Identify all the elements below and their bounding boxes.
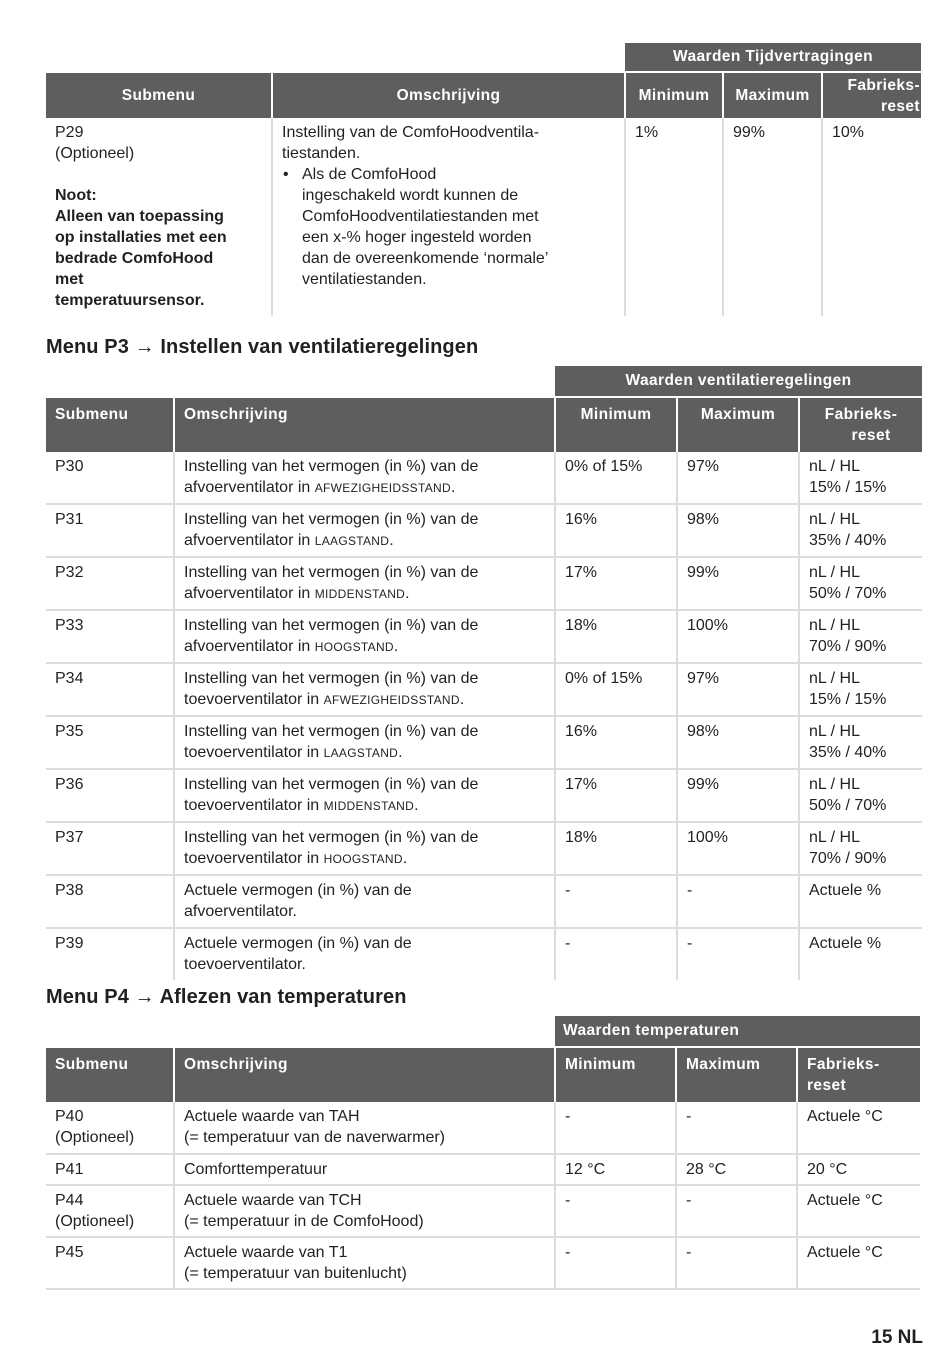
table-row — [46, 1154, 920, 1185]
minimum-cell: - — [555, 1185, 676, 1237]
submenu-cell: P44 (Optioneel) — [46, 1185, 174, 1237]
submenu-cell: P37 — [46, 822, 174, 875]
description-cell: Instelling van het vermogen (in %) van de toevoerventilator in HOOGSTAND. — [174, 822, 555, 875]
description-cell: Instelling van het vermogen (in %) van de afvoerventilator in LAAGSTAND. — [174, 504, 555, 557]
table-row — [46, 1185, 920, 1237]
ventilatieregelingen-table — [46, 366, 922, 980]
submenu-cell: P41 — [46, 1154, 174, 1185]
fabrieksreset-cell: Actuele °C — [797, 1102, 920, 1154]
minimum-cell: 17% — [555, 769, 677, 822]
group-header: Waarden ventilatieregelingen — [555, 366, 922, 397]
maximum-cell: - — [677, 875, 799, 928]
col-header-submenu: Submenu — [46, 1047, 174, 1102]
maximum-cell: 99% — [677, 769, 799, 822]
description-cell: Actuele vermogen (in %) van de toevoerventilator. — [174, 928, 555, 980]
maximum-cell: 100% — [677, 822, 799, 875]
description-cell: Comforttemperatuur — [174, 1154, 555, 1185]
maximum-cell: 99% — [723, 118, 822, 316]
fab-line2: reset — [880, 97, 920, 115]
col-header-maximum: Maximum — [677, 397, 799, 452]
minimum-cell: - — [555, 928, 677, 980]
maximum-cell: 98% — [677, 716, 799, 769]
mode-label: LAAGSTAND — [314, 534, 390, 548]
minimum-cell: 16% — [555, 716, 677, 769]
description-cell: Instelling van het vermogen (in %) van de toevoerventilator in AFWEZIGHEIDSSTAND. — [174, 663, 555, 716]
table-row — [46, 928, 922, 980]
maximum-cell: 97% — [677, 452, 799, 504]
fabrieksreset-cell: nL / HL 15% / 15% — [799, 452, 922, 504]
minimum-cell: 0% of 15% — [555, 452, 677, 504]
table-row — [46, 1237, 920, 1289]
mode-label: MIDDENSTAND — [314, 587, 406, 601]
group-header: Waarden Tijdvertragingen — [625, 43, 921, 72]
fabrieksreset-cell: 10% — [822, 118, 921, 316]
description-cell: Actuele vermogen (in %) van de afvoerventilator. — [174, 875, 555, 928]
table-row — [46, 118, 921, 316]
submenu-cell: P34 — [46, 663, 174, 716]
description-cell: Instelling van het vermogen (in %) van de toevoerventilator in MIDDENSTAND. — [174, 769, 555, 822]
fabrieksreset-cell: nL / HL 50% / 70% — [799, 769, 922, 822]
col-header-fabrieksreset: Fabrieks- reset — [797, 1047, 920, 1102]
maximum-cell: - — [677, 928, 799, 980]
fabrieksreset-cell: nL / HL 70% / 90% — [799, 610, 922, 663]
maximum-cell: - — [676, 1185, 797, 1237]
table-row — [46, 452, 922, 504]
fabrieksreset-cell: Actuele °C — [797, 1237, 920, 1289]
group-header: Waarden temperaturen — [555, 1016, 920, 1047]
col-header-omschrijving: Omschrijving — [174, 397, 555, 452]
fabrieksreset-cell: nL / HL 50% / 70% — [799, 557, 922, 610]
description-cell: Actuele waarde van TCH (= temperatuur in de ComfoHood) — [174, 1185, 555, 1237]
table-row — [46, 769, 922, 822]
col-header-minimum: Minimum — [555, 397, 677, 452]
col-header-omschrijving: Omschrijving — [272, 72, 625, 118]
minimum-cell: 18% — [555, 822, 677, 875]
table-row — [46, 610, 922, 663]
minimum-cell: 12 °C — [555, 1154, 676, 1185]
submenu-cell: P36 — [46, 769, 174, 822]
fabrieksreset-cell: Actuele % — [799, 875, 922, 928]
table-row — [46, 875, 922, 928]
col-header-minimum: Minimum — [555, 1047, 676, 1102]
submenu-cell: P39 — [55, 935, 84, 952]
temperaturen-table — [46, 1016, 920, 1290]
fabrieksreset-cell: Actuele % — [799, 928, 922, 980]
page-number: 15 NL — [871, 1327, 923, 1348]
description-cell: Instelling van het vermogen (in %) van de afvoerventilator in HOOGSTAND. — [174, 610, 555, 663]
maximum-cell: - — [676, 1102, 797, 1154]
submenu-cell: P38 — [46, 875, 174, 928]
mode-label: HOOGSTAND — [314, 640, 394, 654]
minimum-cell: 0% of 15% — [555, 663, 677, 716]
description-cell: Instelling van het vermogen (in %) van de afvoerventilator in MIDDENSTAND. — [174, 557, 555, 610]
col-header-minimum: Minimum — [625, 72, 723, 118]
mode-label: HOOGSTAND — [323, 852, 403, 866]
mode-label: AFWEZIGHEIDSSTAND — [323, 693, 460, 707]
minimum-cell: 1% — [625, 118, 723, 316]
mode-label: MIDDENSTAND — [323, 799, 415, 813]
submenu-cell: P33 — [46, 610, 174, 663]
description-cell: Instelling van de ComfoHoodventila- tiestanden. • Als de ComfoHood ingeschakeld wordt kunnen de ComfoHoodventilatiestanden met een x-% hoger ingesteld worden dan de overeenkomende ‘normale’ ventilatiestanden. — [272, 118, 625, 316]
submenu-cell: P30 — [46, 452, 174, 504]
table-row — [46, 663, 922, 716]
fabrieksreset-cell: nL / HL 35% / 40% — [799, 504, 922, 557]
col-header-maximum: Maximum — [723, 72, 822, 118]
minimum-cell: 16% — [555, 504, 677, 557]
description-cell: Actuele waarde van TAH (= temperatuur van de naverwarmer) — [174, 1102, 555, 1154]
fabrieksreset-cell: nL / HL 15% / 15% — [799, 663, 922, 716]
table-row — [46, 1102, 920, 1154]
fab-line1: Fabrieks- — [847, 76, 920, 94]
fabrieksreset-cell: nL / HL 70% / 90% — [799, 822, 922, 875]
description-cell: Instelling van het vermogen (in %) van de afvoerventilator in AFWEZIGHEIDSSTAND. — [174, 452, 555, 504]
minimum-cell: - — [555, 1237, 676, 1289]
col-header-omschrijving: Omschrijving — [174, 1047, 555, 1102]
note-title: Noot: — [55, 187, 97, 204]
list-item: • Als de ComfoHood ingeschakeld wordt kunnen de ComfoHoodventilatiestanden met een x-% hoger ingesteld worden dan de overeenkomende ‘normale’ ventilatiestanden. — [302, 164, 615, 290]
maximum-cell: - — [676, 1237, 797, 1289]
description-cell: Actuele waarde van T1 (= temperatuur van buitenlucht) — [174, 1237, 555, 1289]
table-row — [46, 716, 922, 769]
maximum-cell: 98% — [677, 504, 799, 557]
maximum-cell: 28 °C — [676, 1154, 797, 1185]
maximum-cell: 99% — [677, 557, 799, 610]
fabrieksreset-cell: nL / HL 35% / 40% — [799, 716, 922, 769]
table-row — [46, 504, 922, 557]
section-heading-p3: Menu P3 → Instellen van ventilatieregelingen — [46, 336, 479, 358]
submenu-cell: P29 (Optioneel) Noot: Alleen van toepassing op installaties met een bedrade ComfoHood met temperatuursensor. — [46, 118, 272, 316]
maximum-cell: 100% — [677, 610, 799, 663]
description-cell: Instelling van het vermogen (in %) van de toevoerventilator in LAAGSTAND. — [174, 716, 555, 769]
col-header-fabrieksreset — [822, 72, 921, 118]
submenu-cell: P40 (Optioneel) — [46, 1102, 174, 1154]
section-heading-p4: Menu P4 → Aflezen van temperaturen — [46, 986, 407, 1008]
col-header-submenu: Submenu — [46, 397, 174, 452]
col-header-submenu: Submenu — [46, 72, 272, 118]
submenu-cell: P32 — [46, 557, 174, 610]
submenu-cell: P35 — [46, 716, 174, 769]
minimum-cell: 18% — [555, 610, 677, 663]
bullet-list — [282, 164, 615, 290]
mode-label: LAAGSTAND — [323, 746, 399, 760]
minimum-cell: 17% — [555, 557, 677, 610]
submenu-cell: P31 — [46, 504, 174, 557]
minimum-cell: - — [555, 1102, 676, 1154]
fabrieksreset-cell: Actuele °C — [797, 1185, 920, 1237]
tijdvertragingen-table — [46, 43, 921, 316]
table-row — [46, 557, 922, 610]
fabrieksreset-cell: 20 °C — [797, 1154, 920, 1185]
submenu-cell: P45 — [46, 1237, 174, 1289]
minimum-cell: - — [555, 875, 677, 928]
table-row — [46, 822, 922, 875]
col-header-fabrieksreset: Fabrieks- reset — [799, 397, 922, 452]
maximum-cell: 97% — [677, 663, 799, 716]
mode-label: AFWEZIGHEIDSSTAND — [314, 481, 451, 495]
col-header-maximum: Maximum — [676, 1047, 797, 1102]
